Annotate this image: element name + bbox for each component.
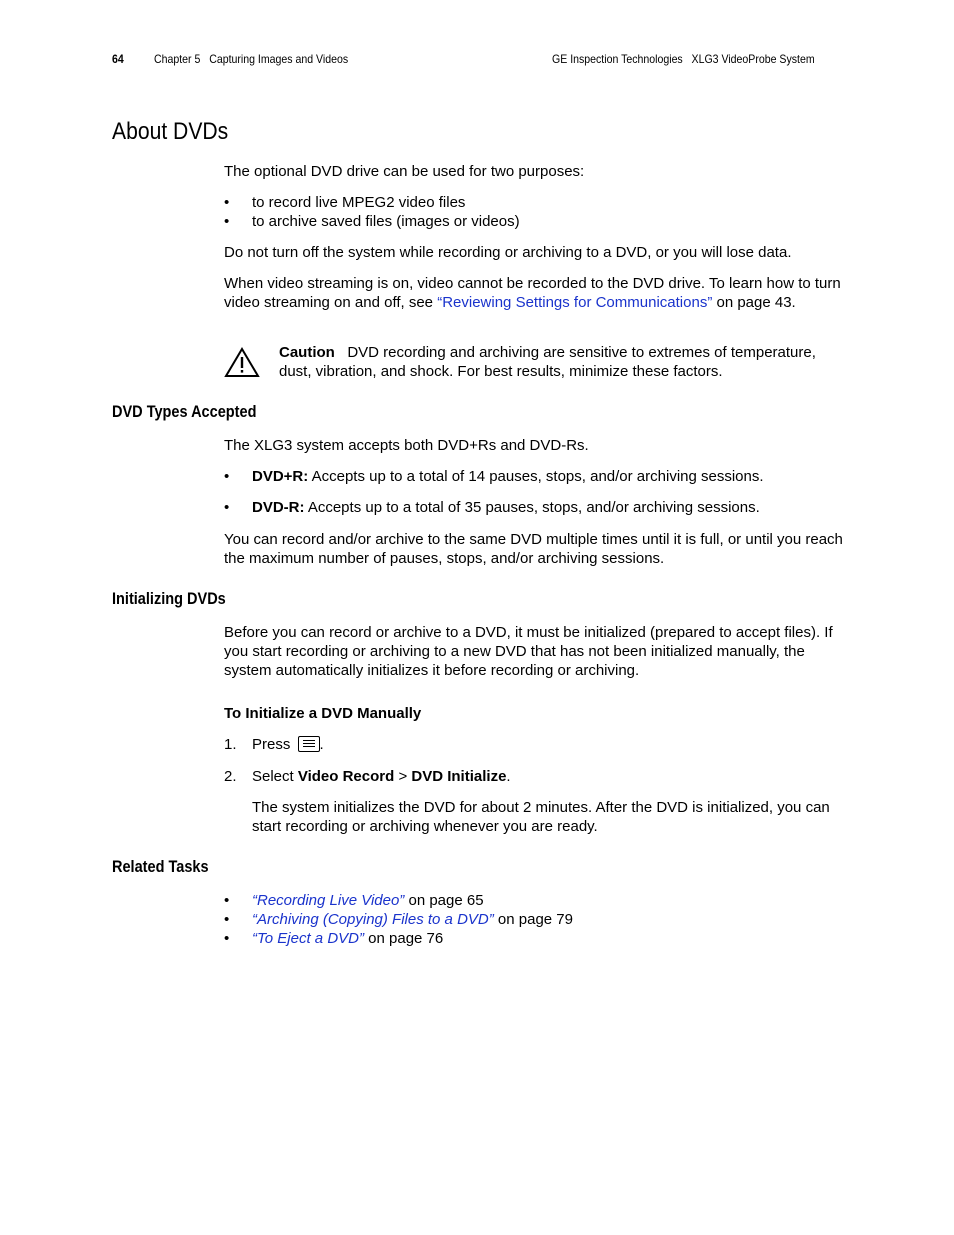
link-eject-dvd[interactable]: “To Eject a DVD”: [252, 930, 364, 947]
streaming-text: When video streaming is on, video cannot be recorded to the DVD drive. To learn how to turn video streaming on and off, see “Reviewing Settings for Communications” on page 43.: [224, 275, 841, 311]
caution-text: Caution DVD recording and archiving are sensitive to extremes of temperature, dust, vibration, and shock. For best results, minimize these factors.: [279, 344, 816, 380]
link-archiving-files[interactable]: “Archiving (Copying) Files to a DVD”: [252, 911, 494, 928]
header-product: GE Inspection Technologies XLG3 VideoProbe System: [552, 52, 815, 66]
warning-text: Do not turn off the system while recording or archiving to a DVD, or you will lose data.: [224, 244, 792, 261]
page-title: About DVDs: [112, 118, 229, 145]
types-intro: The XLG3 system accepts both DVD+Rs and DVD-Rs.: [224, 437, 589, 454]
link-recording-live-video[interactable]: “Recording Live Video”: [252, 892, 405, 909]
page-number: 64: [112, 52, 124, 66]
warning-triangle-icon: [224, 346, 260, 378]
procedure-title: To Initialize a DVD Manually: [224, 705, 422, 722]
section-heading-dvd-types: DVD Types Accepted: [112, 403, 257, 421]
intro-text: The optional DVD drive can be used for two purposes:: [224, 163, 585, 180]
caution-icon: [224, 346, 260, 383]
init-text: Before you can record or archive to a DVD, it must be initialized (prepared to accept files). If you start recording or archiving to a new DVD that has not been initialized manually, the system automatically initializes it before recording or archiving.: [224, 624, 833, 679]
menu-key-icon: [298, 736, 320, 752]
header-chapter: Chapter 5 Capturing Images and Videos: [154, 52, 349, 66]
section-heading-related: Related Tasks: [112, 858, 209, 876]
types-note: You can record and/or archive to the same DVD multiple times until it is full, or until you reach the maximum number of pauses, stops, and/or archiving sessions.: [224, 531, 843, 567]
link-reviewing-settings[interactable]: “Reviewing Settings for Communications”: [437, 294, 713, 311]
section-heading-initializing: Initializing DVDs: [112, 590, 226, 608]
init-result: The system initializes the DVD for about 2 minutes. After the DVD is initialized, you can start recording or archiving whenever you are ready.: [252, 799, 830, 835]
